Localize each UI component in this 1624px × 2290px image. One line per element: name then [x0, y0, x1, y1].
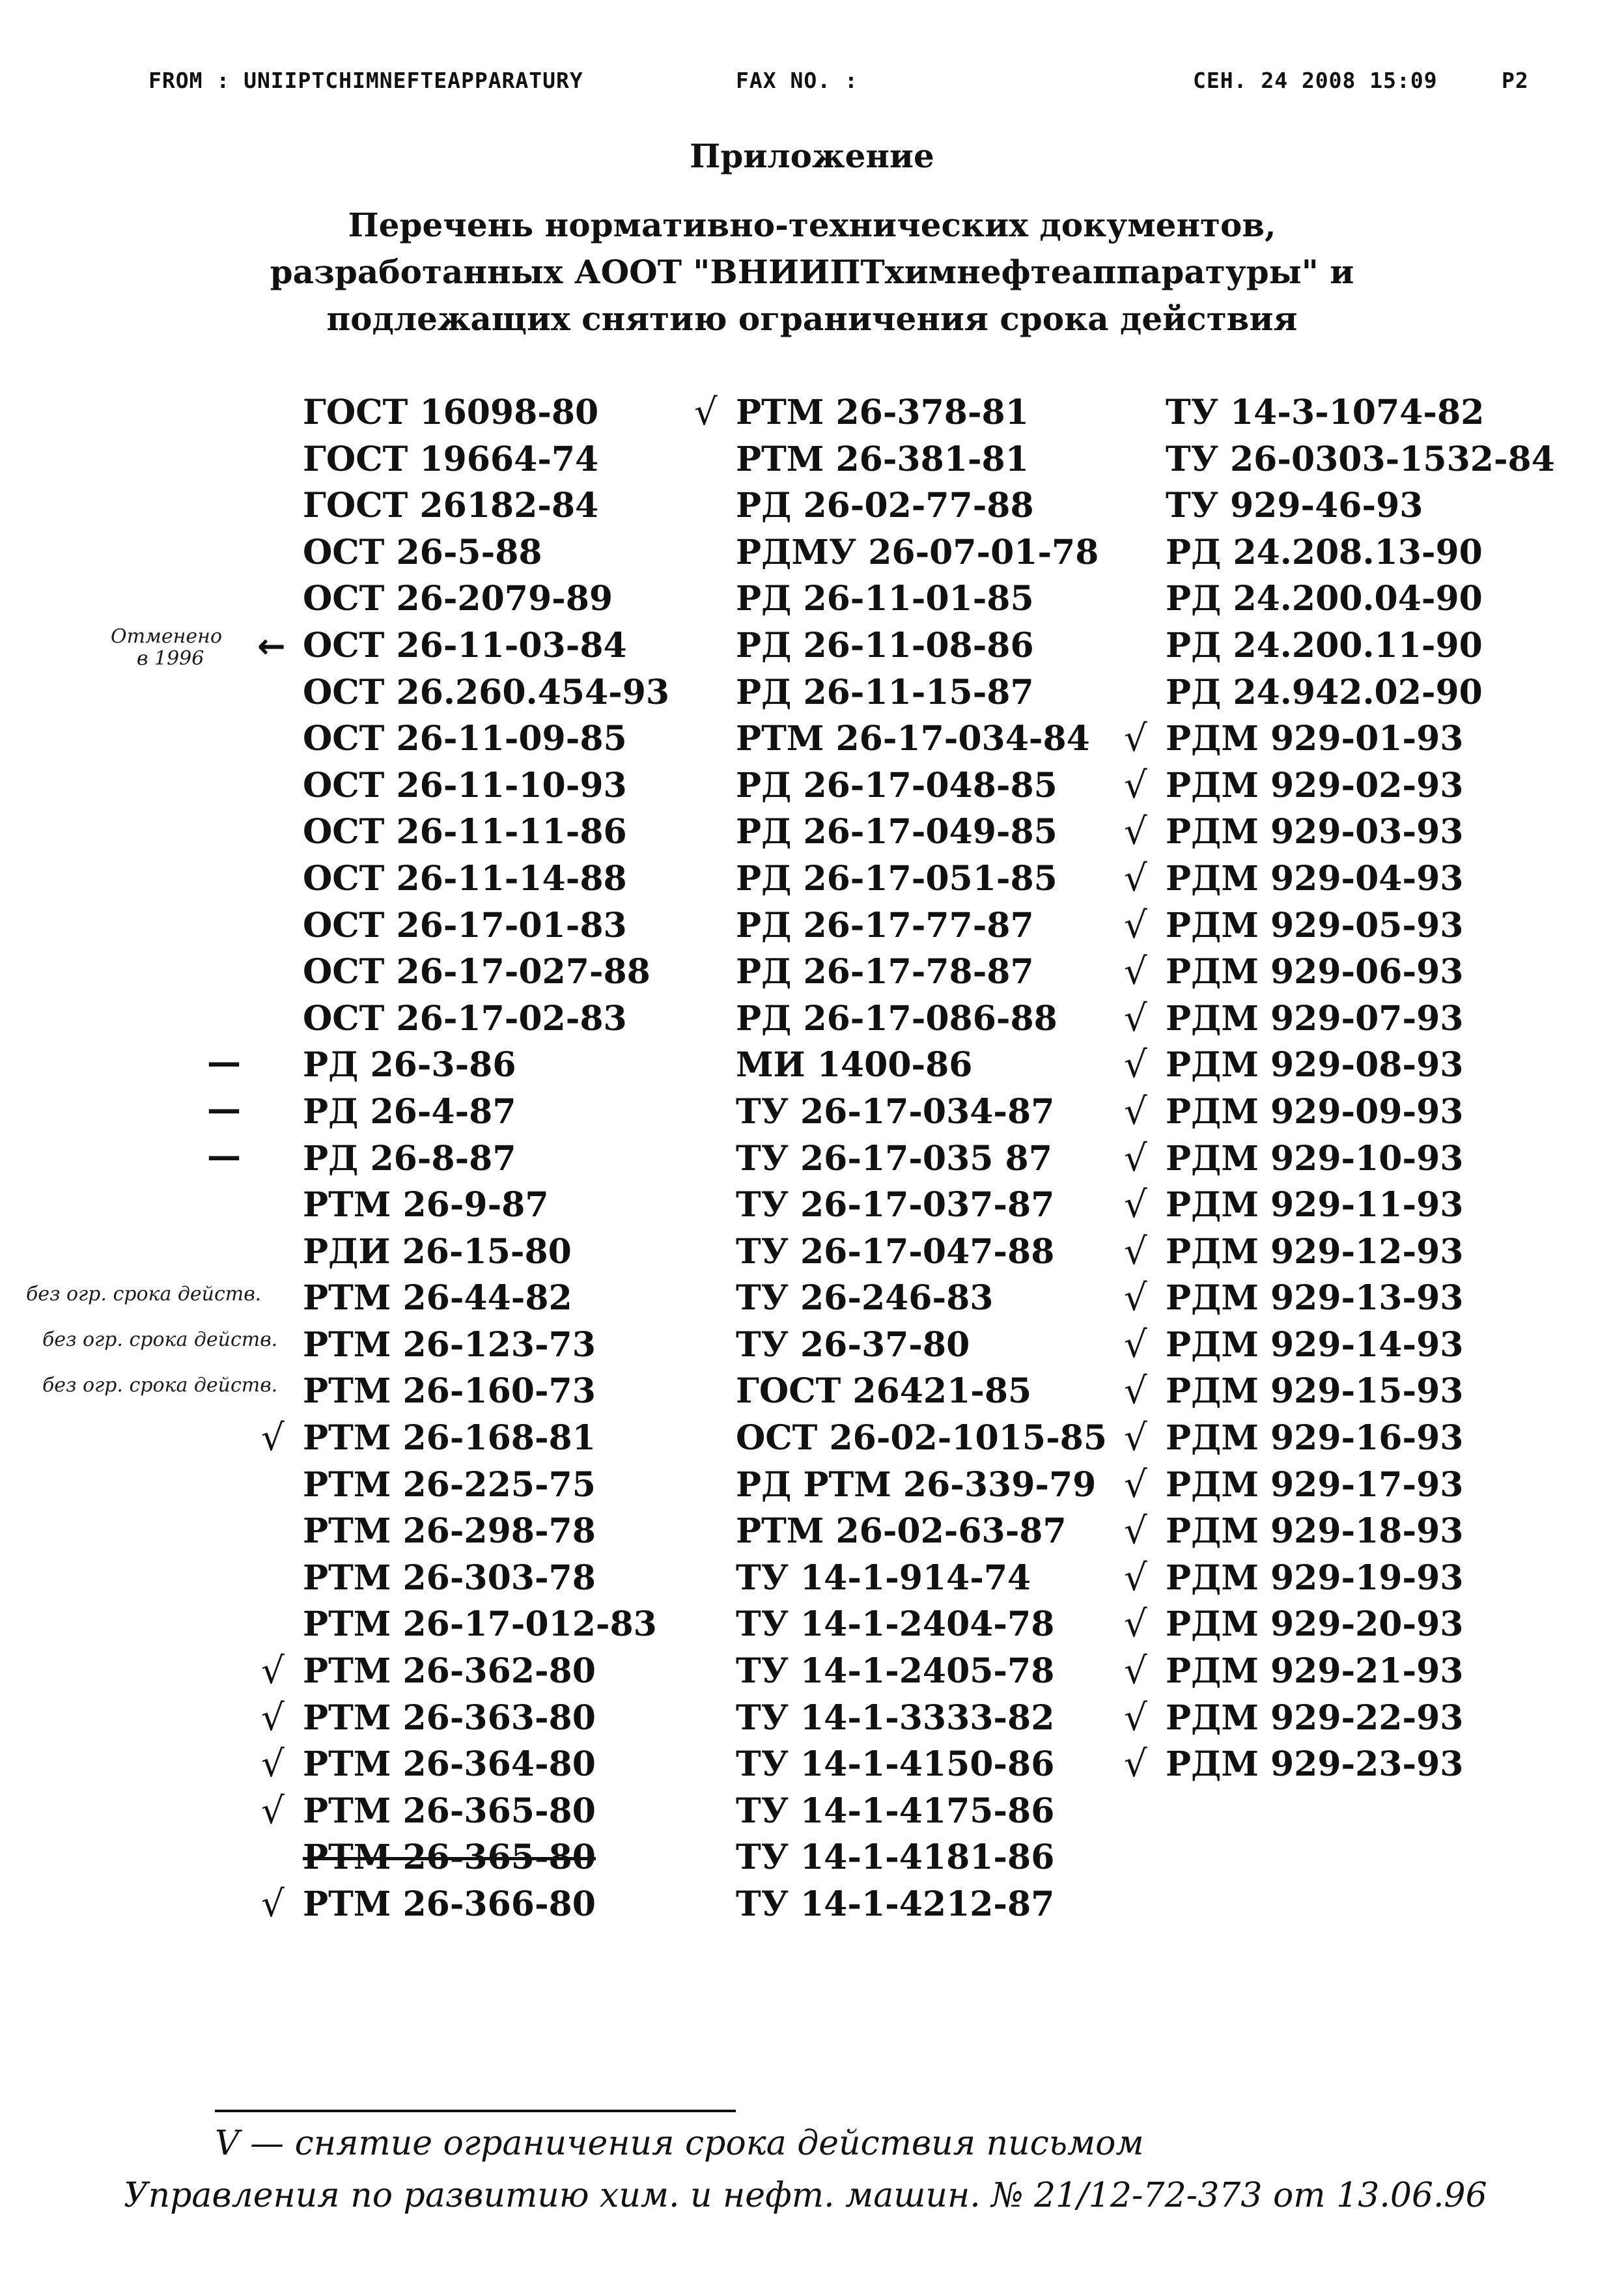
document-subtitle-line: разработанных АООТ "ВНИИПТхимнефтеаппаратуры" и [270, 253, 1354, 291]
document-code: РДМ 929-07-93 [1166, 998, 1464, 1039]
document-row [694, 389, 1107, 436]
checkmark-icon: √ [1124, 997, 1147, 1040]
document-code: РДМ 929-05-93 [1166, 905, 1464, 945]
document-row [303, 669, 669, 716]
document-code: РДМ 929-02-93 [1166, 765, 1464, 805]
document-row [736, 1462, 1107, 1509]
document-code: РД 26-8-87 [303, 1138, 516, 1179]
document-code: РД 24.942.02-90 [1166, 672, 1483, 712]
document-subtitle-line: Перечень нормативно-технических документов, [348, 206, 1276, 244]
document-row [303, 482, 669, 529]
checkmark-icon: √ [1124, 904, 1147, 947]
document-code: ТУ 26-17-047-88 [736, 1231, 1055, 1272]
document-code: РД 26-02-77-88 [736, 486, 1034, 526]
dash-mark: — [207, 1137, 241, 1176]
document-code: ТУ 14-1-4181-86 [736, 1837, 1055, 1878]
document-row [261, 1881, 669, 1928]
document-row [303, 1601, 669, 1648]
document-row [736, 1508, 1107, 1555]
document-row [736, 482, 1107, 529]
document-code: ОСТ 26-17-027-88 [303, 952, 651, 992]
document-row [736, 1741, 1107, 1788]
document-code: РДМ 929-10-93 [1166, 1138, 1464, 1179]
checkmark-icon: √ [1124, 1044, 1147, 1087]
checkmark-icon: √ [1124, 1463, 1147, 1506]
document-code: ОСТ 26-11-03-84 [303, 625, 627, 665]
margin-note-cancelled: Отменено [111, 625, 223, 648]
document-code: РТМ 26-364-80 [303, 1744, 596, 1785]
checkmark-icon: √ [1124, 1556, 1147, 1599]
document-code: ТУ 26-37-80 [736, 1324, 970, 1365]
document-code: РТМ 26-366-80 [303, 1884, 596, 1924]
document-code: ТУ 26-17-034-87 [736, 1091, 1055, 1132]
document-code: РДМ 929-08-93 [1166, 1045, 1464, 1085]
document-row [1124, 1275, 1555, 1322]
document-row [736, 1834, 1107, 1881]
document-row [1124, 762, 1555, 809]
document-code: ОСТ 26-17-01-83 [303, 905, 627, 945]
document-row [1166, 529, 1555, 576]
document-row [1124, 809, 1555, 856]
document-row [303, 809, 669, 856]
document-row [736, 1601, 1107, 1648]
document-row [303, 1368, 669, 1415]
document-row [736, 1275, 1107, 1322]
document-row [303, 1462, 669, 1509]
document-code: РТМ 26-298-78 [303, 1511, 596, 1552]
document-code: РТМ 26-17-034-84 [736, 719, 1090, 759]
checkmark-icon: √ [1124, 764, 1147, 807]
document-code: ОСТ 26-11-14-88 [303, 858, 627, 899]
document-row [303, 949, 669, 996]
document-row [736, 1648, 1107, 1695]
document-row [303, 1834, 669, 1881]
document-subtitle-line: подлежащих снятию ограничения срока действия [326, 300, 1298, 338]
document-row [303, 1508, 669, 1555]
document-code: РДМ 929-04-93 [1166, 858, 1464, 899]
document-code: ТУ 14-1-4212-87 [736, 1884, 1055, 1924]
document-row [1124, 1182, 1555, 1229]
document-code: РТМ 26-365-80 [303, 1791, 596, 1831]
fax-page-number: P2 [1502, 68, 1529, 93]
document-code: ТУ 26-0303-1532-84 [1166, 439, 1555, 479]
checkmark-icon: √ [261, 1743, 285, 1786]
document-row [261, 1415, 669, 1462]
document-code: ОСТ 26-02-1015-85 [736, 1418, 1108, 1459]
document-row [736, 1695, 1107, 1742]
document-code: РД 26-17-049-85 [736, 812, 1057, 852]
document-code: ТУ 14-1-4150-86 [736, 1744, 1055, 1785]
document-code: РДМ 929-23-93 [1166, 1744, 1464, 1785]
dash-mark: — [207, 1043, 241, 1082]
document-code: РДМ 929-12-93 [1166, 1231, 1464, 1272]
checkmark-icon: √ [1124, 951, 1147, 994]
document-row [736, 1136, 1107, 1182]
arrow-left-icon: ← [257, 627, 286, 666]
fax-sender: FROM : UNIIPTCHIMNEFTEAPPARATURY [148, 68, 583, 93]
document-row [1166, 622, 1555, 669]
document-code: РД 26-11-01-85 [736, 579, 1034, 619]
document-row [303, 1182, 669, 1229]
dash-mark: — [207, 1090, 241, 1129]
document-code: ОСТ 26-2079-89 [303, 579, 613, 619]
document-row [303, 1089, 669, 1136]
checkmark-icon: √ [1124, 1650, 1147, 1693]
document-row [303, 1042, 669, 1089]
document-code: РДМ 929-20-93 [1166, 1604, 1464, 1645]
footnote-line: Управления по развитию хим. и нефт. машин. № 21/12-72-373 от 13.06.96 [124, 2176, 1487, 2215]
document-row [736, 436, 1107, 483]
document-code: РТМ 26-9-87 [303, 1185, 549, 1225]
document-row [303, 716, 669, 762]
document-heading: Приложение [690, 137, 934, 175]
document-code: ОСТ 26-11-09-85 [303, 719, 627, 759]
document-code: РДМ 929-09-93 [1166, 1091, 1464, 1132]
document-row [303, 576, 669, 622]
document-code: РТМ 26-365-80 [303, 1837, 596, 1878]
document-row [1166, 436, 1555, 483]
document-row [736, 902, 1107, 949]
document-row [303, 1275, 669, 1322]
document-row [1124, 902, 1555, 949]
document-code: РТМ 26-44-82 [303, 1278, 572, 1319]
checkmark-icon: √ [1124, 1743, 1147, 1786]
document-code: РД 24.208.13-90 [1166, 532, 1483, 572]
document-row [303, 902, 669, 949]
document-code: РДМУ 26-07-01-78 [736, 532, 1099, 572]
document-row [736, 1089, 1107, 1136]
document-row [736, 1322, 1107, 1369]
document-row [1124, 996, 1555, 1042]
document-row [736, 1042, 1107, 1089]
document-row [736, 809, 1107, 856]
margin-note-cancelled-year: в 1996 [137, 647, 204, 670]
document-code: РДМ 929-22-93 [1166, 1697, 1464, 1738]
document-code: РТМ 26-168-81 [303, 1418, 596, 1459]
document-row [1124, 1136, 1555, 1182]
checkmark-icon: √ [1124, 1277, 1147, 1320]
document-row [1124, 1322, 1555, 1369]
document-row [261, 1741, 669, 1788]
document-code: ОСТ 26.260.454-93 [303, 672, 670, 712]
document-row [303, 856, 669, 902]
checkmark-icon: √ [1124, 1510, 1147, 1553]
document-code: РД 24.200.04-90 [1166, 579, 1483, 619]
document-code: РД 24.200.11-90 [1166, 625, 1483, 665]
checkmark-icon: √ [1124, 1603, 1147, 1646]
document-code: ГОСТ 19664-74 [303, 439, 599, 479]
document-code: РДМ 929-19-93 [1166, 1557, 1464, 1598]
document-code: МИ 1400-86 [736, 1045, 973, 1085]
document-row [736, 762, 1107, 809]
document-row [736, 1182, 1107, 1229]
checkmark-icon: √ [1124, 1417, 1147, 1460]
document-row [1124, 1741, 1555, 1788]
document-row [736, 669, 1107, 716]
checkmark-icon: √ [261, 1650, 285, 1693]
document-row [1124, 1415, 1555, 1462]
margin-note-without-limit: без огр. срока действ. [42, 1374, 278, 1397]
document-row [1124, 1555, 1555, 1602]
document-code: РДМ 929-14-93 [1166, 1324, 1464, 1365]
document-code: РТМ 26-160-73 [303, 1371, 596, 1412]
document-code: ТУ 26-17-035 87 [736, 1138, 1052, 1179]
checkmark-icon: √ [1124, 1184, 1147, 1227]
document-code: ТУ 14-1-3333-82 [736, 1697, 1055, 1738]
document-row [1124, 1695, 1555, 1742]
checkmark-icon: √ [1124, 1230, 1147, 1273]
document-row [303, 622, 669, 669]
document-row [261, 1788, 669, 1835]
document-code: РДМ 929-16-93 [1166, 1418, 1464, 1459]
document-code: РДМ 929-06-93 [1166, 952, 1464, 992]
document-column-1 [261, 389, 670, 1928]
document-code: ОСТ 26-17-02-83 [303, 998, 627, 1039]
document-row [303, 996, 669, 1042]
document-code: РТМ 26-225-75 [303, 1464, 596, 1505]
document-code: РД 26-17-086-88 [736, 998, 1057, 1039]
document-code: РТМ 26-123-73 [303, 1324, 596, 1365]
document-code: РДМ 929-15-93 [1166, 1371, 1464, 1412]
document-code: РД 26-11-15-87 [736, 672, 1034, 712]
checkmark-icon: √ [1124, 1323, 1147, 1366]
document-row [1166, 576, 1555, 622]
document-code: РДМ 929-11-93 [1166, 1185, 1464, 1225]
document-code: РД 26-17-048-85 [736, 765, 1057, 805]
checkmark-icon: √ [1124, 718, 1147, 761]
document-row [1166, 389, 1555, 436]
margin-note-without-limit: без огр. срока действ. [42, 1328, 278, 1351]
document-code: РТМ 26-02-63-87 [736, 1511, 1067, 1552]
document-row [1124, 1089, 1555, 1136]
document-row [736, 529, 1107, 576]
document-code: ГОСТ 26182-84 [303, 486, 599, 526]
checkmark-icon: √ [1124, 1090, 1147, 1133]
document-code: ГОСТ 16098-80 [303, 393, 599, 432]
document-row [303, 762, 669, 809]
document-row [736, 1415, 1107, 1462]
document-code: РТМ 26-363-80 [303, 1697, 596, 1738]
footnote-rule [215, 2110, 736, 2112]
document-code: РДМ 929-21-93 [1166, 1651, 1464, 1692]
document-code: РДМ 929-17-93 [1166, 1464, 1464, 1505]
document-column-2 [694, 389, 1108, 1928]
document-row [736, 856, 1107, 902]
document-code: РДМ 929-18-93 [1166, 1511, 1464, 1552]
document-code: РД 26-17-77-87 [736, 905, 1034, 945]
document-code: РДМ 929-01-93 [1166, 719, 1464, 759]
document-code: ГОСТ 26421-85 [736, 1371, 1032, 1412]
checkmark-icon: √ [1124, 1370, 1147, 1413]
document-code: ОСТ 26-11-11-86 [303, 812, 627, 852]
document-code: РТМ 26-17-012-83 [303, 1604, 657, 1645]
document-row [261, 1648, 669, 1695]
document-row [736, 1555, 1107, 1602]
document-row [303, 529, 669, 576]
document-row [1124, 856, 1555, 902]
checkmark-icon: √ [1124, 811, 1147, 854]
document-code: РТМ 26-378-81 [736, 393, 1029, 432]
document-row [1166, 669, 1555, 716]
document-code: РТМ 26-362-80 [303, 1651, 596, 1692]
document-row [736, 1368, 1107, 1415]
document-row [1124, 1508, 1555, 1555]
checkmark-icon: √ [261, 1789, 285, 1832]
document-row [1124, 1042, 1555, 1089]
document-code: РТМ 26-303-78 [303, 1557, 596, 1598]
document-code: РД РТМ 26-339-79 [736, 1464, 1097, 1505]
checkmark-icon: √ [1124, 1137, 1147, 1180]
document-code: ТУ 14-1-914-74 [736, 1557, 1031, 1598]
document-row [736, 1788, 1107, 1835]
document-row [303, 1322, 669, 1369]
document-row [736, 1881, 1107, 1928]
document-row [303, 1136, 669, 1182]
document-code: РДИ 26-15-80 [303, 1231, 572, 1272]
document-row [261, 1695, 669, 1742]
checkmark-icon: √ [1124, 1696, 1147, 1739]
document-code: ТУ 14-1-2405-78 [736, 1651, 1055, 1692]
document-code: РД 26-11-08-86 [736, 625, 1034, 665]
document-code: РДМ 929-03-93 [1166, 812, 1464, 852]
checkmark-icon: √ [261, 1417, 285, 1460]
document-code: ТУ 26-17-037-87 [736, 1185, 1055, 1225]
document-code: ТУ 26-246-83 [736, 1278, 994, 1319]
document-row [1124, 1601, 1555, 1648]
document-code: ТУ 14-3-1074-82 [1166, 393, 1485, 432]
document-row [1166, 482, 1555, 529]
document-row [1124, 1368, 1555, 1415]
checkmark-icon: √ [694, 391, 718, 434]
document-code: ТУ 929-46-93 [1166, 486, 1423, 526]
checkmark-icon: √ [1124, 857, 1147, 900]
document-row [736, 716, 1107, 762]
checkmark-icon: √ [261, 1883, 285, 1925]
document-row [736, 1229, 1107, 1276]
document-row [1124, 1648, 1555, 1695]
document-row [303, 1229, 669, 1276]
document-row [303, 1555, 669, 1602]
document-row [1124, 1462, 1555, 1509]
document-code: РД 26-3-86 [303, 1045, 516, 1085]
document-row [736, 576, 1107, 622]
document-row [736, 996, 1107, 1042]
document-row [303, 389, 669, 436]
fax-number: FAX NO. : [736, 68, 858, 93]
document-column-3 [1124, 389, 1555, 1788]
document-code: ТУ 14-1-4175-86 [736, 1791, 1055, 1831]
document-code: ОСТ 26-11-10-93 [303, 765, 627, 805]
document-row [1124, 949, 1555, 996]
margin-note-without-limit: без огр. срока действ. [26, 1283, 262, 1306]
document-code: ОСТ 26-5-88 [303, 532, 542, 572]
document-code: РД 26-4-87 [303, 1091, 516, 1132]
document-row [736, 949, 1107, 996]
document-row [736, 622, 1107, 669]
document-code: РД 26-17-051-85 [736, 858, 1057, 899]
document-row [303, 436, 669, 483]
document-code: ТУ 14-1-2404-78 [736, 1604, 1055, 1645]
document-code: РД 26-17-78-87 [736, 952, 1034, 992]
document-row [1124, 1229, 1555, 1276]
footnote-line: V — снятие ограничения срока действия письмом [215, 2124, 1144, 2163]
document-row [1124, 716, 1555, 762]
checkmark-icon: √ [261, 1696, 285, 1739]
document-code: РТМ 26-381-81 [736, 439, 1029, 479]
fax-date: СЕН. 24 2008 15:09 [1193, 68, 1438, 93]
document-code: РДМ 929-13-93 [1166, 1278, 1464, 1319]
